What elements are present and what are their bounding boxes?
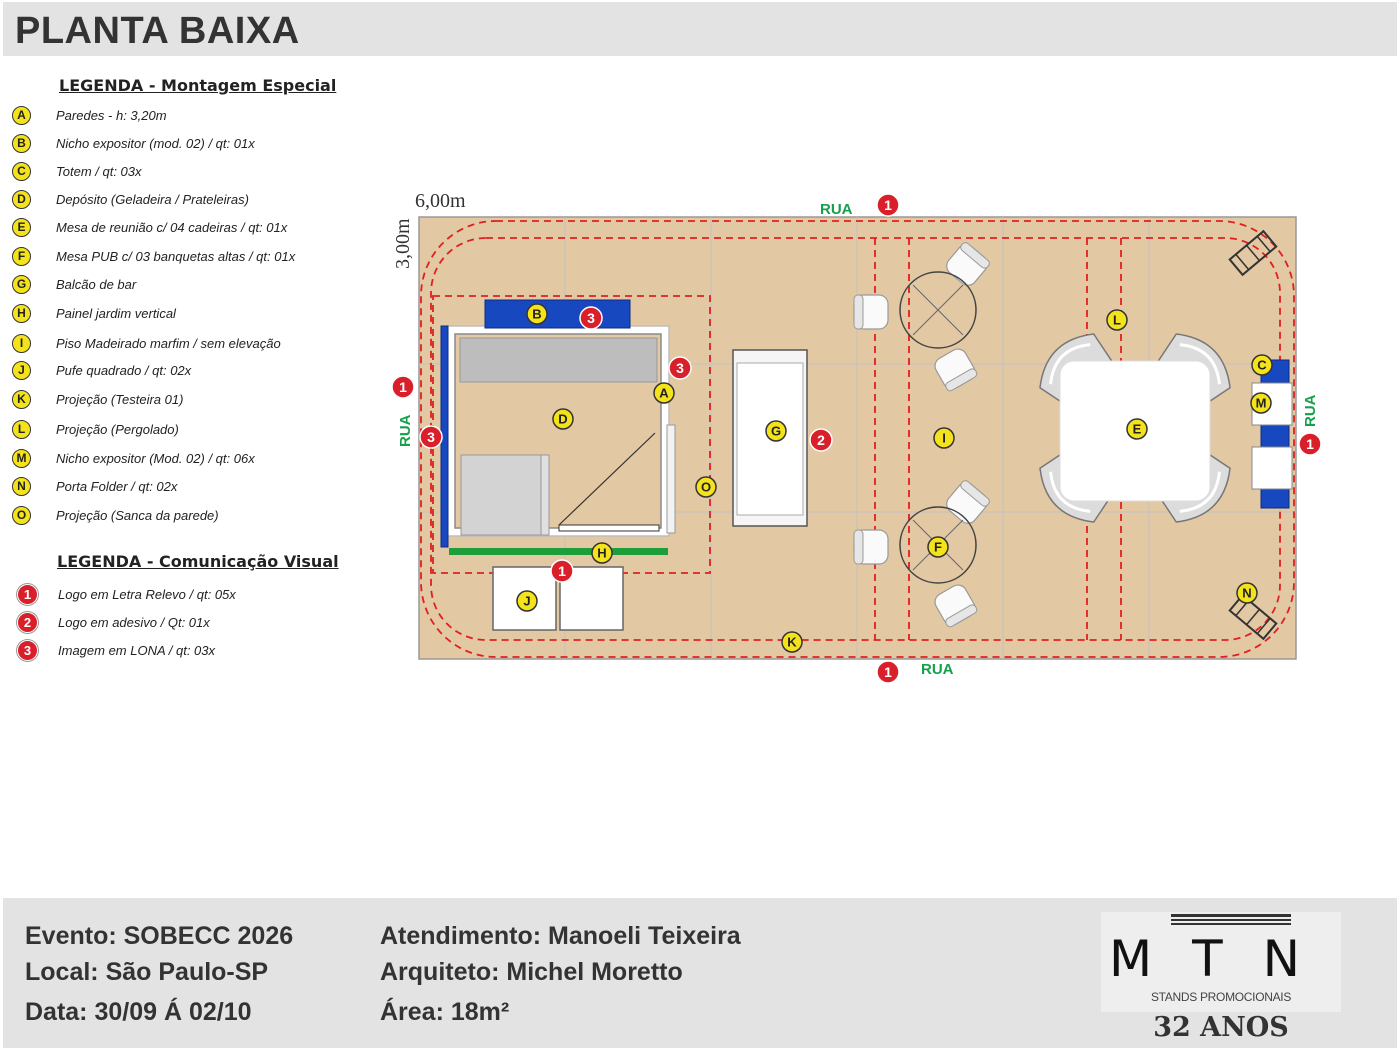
svg-text:1: 1 <box>884 664 892 680</box>
logo-brand: MTN <box>1109 930 1341 988</box>
legend-visual-item <box>17 611 210 633</box>
legend-item-text: Imagem em LONA / qt: 03x <box>58 642 216 658</box>
legend-marker-b: B <box>12 134 31 153</box>
legend-marker-l: L <box>12 420 31 439</box>
legend-item-text: Pufe quadrado / qt: 02x <box>56 362 192 378</box>
legend-item-text: Projeção (Testeira 01) <box>56 391 184 407</box>
plan-marker-visual-3 <box>420 426 442 448</box>
legend-marker-c: C <box>12 162 31 181</box>
legend-marker-1: 1 <box>17 584 38 605</box>
legend-item-text: Mesa PUB c/ 03 banquetas altas / qt: 01x <box>56 248 296 264</box>
plan-marker-visual-1 <box>877 194 899 216</box>
legend-marker-e: E <box>12 218 31 237</box>
svg-text:G: G <box>770 423 782 439</box>
legend-item-text: Totem / qt: 03x <box>56 163 142 179</box>
legend-special-item <box>12 188 249 210</box>
street-label-top: RUA <box>820 201 853 218</box>
legend-marker-n: N <box>12 477 31 496</box>
svg-text:1: 1 <box>399 379 407 395</box>
width-label: 6,00m <box>415 190 466 212</box>
legend-item-text: Logo em adesivo / Qt: 01x <box>58 614 210 630</box>
svg-text:K: K <box>787 634 797 650</box>
stand-area: Área: 18m² <box>380 998 510 1026</box>
plan-marker-c <box>1252 355 1272 375</box>
legend-item-text: Paredes - h: 3,20m <box>56 107 167 123</box>
legend-special-item <box>12 504 219 526</box>
legend-special-item <box>12 447 255 469</box>
plan-marker-e <box>1127 419 1147 439</box>
plan-marker-g <box>766 421 786 441</box>
legend-special-item <box>12 388 184 410</box>
logo-years: 32 ANOS <box>1153 1012 1289 1043</box>
legend-special-item <box>12 132 255 154</box>
plan-marker-m <box>1251 393 1271 413</box>
legend-item-text: Balcão de bar <box>56 276 137 292</box>
svg-text:O: O <box>700 479 712 495</box>
svg-text:1: 1 <box>1306 436 1314 452</box>
plan-marker-a <box>654 383 674 403</box>
svg-text:3: 3 <box>676 360 684 376</box>
legend-item-text: Nicho expositor (Mod. 02) / qt: 06x <box>56 450 255 466</box>
page-title: PLANTA BAIXA <box>15 10 300 52</box>
plan-marker-h <box>592 543 612 563</box>
legend-marker-g: G <box>12 275 31 294</box>
legend-special-item <box>12 418 179 440</box>
svg-text:F: F <box>934 539 942 555</box>
plan-marker-visual-2 <box>810 429 832 451</box>
svg-text:M: M <box>1255 395 1267 411</box>
plan-marker-visual-1 <box>392 376 414 398</box>
plan-marker-visual-3 <box>669 357 691 379</box>
svg-text:C: C <box>1257 357 1267 373</box>
svg-text:2: 2 <box>817 432 825 448</box>
garden-panel <box>449 548 668 555</box>
legend-special-item <box>12 475 178 497</box>
svg-text:I: I <box>942 430 946 446</box>
legend-item-text: Piso Madeirado marfim / sem elevação <box>56 335 281 351</box>
legend-special-item <box>12 273 137 295</box>
svg-text:L: L <box>1113 312 1121 328</box>
plan-marker-i <box>934 428 954 448</box>
legend-special-item <box>12 104 167 126</box>
plan-marker-f <box>928 537 948 557</box>
street-label-left: RUA <box>397 414 414 447</box>
street-label-bottom: RUA <box>921 661 954 678</box>
mtn-logo <box>1101 912 1341 1012</box>
plan-marker-o <box>696 477 716 497</box>
legend-special-item <box>12 160 142 182</box>
legend-special-heading: LEGENDA - Montagem Especial <box>59 76 337 95</box>
legend-item-text: Porta Folder / qt: 02x <box>56 478 178 494</box>
legend-marker-i: I <box>12 334 31 353</box>
legend-visual-item <box>17 583 236 605</box>
legend-special-item <box>12 302 176 324</box>
plan-marker-j <box>517 591 537 611</box>
svg-text:1: 1 <box>884 197 892 213</box>
plan-marker-b <box>527 304 547 324</box>
plan-marker-visual-1 <box>551 560 573 582</box>
svg-text:A: A <box>659 385 669 401</box>
svg-text:N: N <box>1242 585 1252 601</box>
title-bar <box>3 2 1397 56</box>
legend-marker-a: A <box>12 106 31 125</box>
event-location: Local: São Paulo-SP <box>25 958 269 986</box>
legend-marker-3: 3 <box>17 640 38 661</box>
legend-item-text: Mesa de reunião c/ 04 cadeiras / qt: 01x <box>56 219 288 235</box>
plan-marker-l <box>1107 310 1127 330</box>
svg-text:J: J <box>523 593 531 609</box>
svg-text:1: 1 <box>558 563 566 579</box>
legend-visual-item <box>17 639 216 661</box>
legend-marker-d: D <box>12 190 31 209</box>
legend-item-text: Projeção (Pergolado) <box>56 421 179 437</box>
legend-marker-m: M <box>12 449 31 468</box>
plan-marker-visual-1 <box>1299 433 1321 455</box>
plan-marker-k <box>782 632 802 652</box>
plan-marker-visual-1 <box>877 661 899 683</box>
legend-special-item <box>12 332 281 354</box>
floor-plan <box>385 185 1335 695</box>
service-contact: Atendimento: Manoeli Teixeira <box>380 922 741 950</box>
legend-marker-o: O <box>12 506 31 525</box>
event-name: Evento: SOBECC 2026 <box>25 922 294 950</box>
svg-text:3: 3 <box>427 429 435 445</box>
legend-special-item <box>12 359 192 381</box>
plan-marker-d <box>553 409 573 429</box>
architect: Arquiteto: Michel Moretto <box>380 958 683 986</box>
legend-visual-heading: LEGENDA - Comunicação Visual <box>57 552 339 571</box>
svg-text:D: D <box>558 411 568 427</box>
legend-marker-h: H <box>12 304 31 323</box>
legend-marker-2: 2 <box>17 612 38 633</box>
svg-text:B: B <box>532 306 542 322</box>
legend-item-text: Logo em Letra Relevo / qt: 05x <box>58 586 236 602</box>
storage-room <box>447 326 675 536</box>
legend-special-item <box>12 216 288 238</box>
legend-item-text: Nicho expositor (mod. 02) / qt: 01x <box>56 135 255 151</box>
svg-text:3: 3 <box>587 310 595 326</box>
plan-marker-visual-3 <box>580 307 602 329</box>
legend-item-text: Projeção (Sanca da parede) <box>56 507 219 523</box>
legend-marker-k: K <box>12 390 31 409</box>
footer-panel <box>3 898 1397 1048</box>
depth-label: 3,00m <box>392 218 414 269</box>
legend-marker-f: F <box>12 247 31 266</box>
logo-tagline: STANDS PROMOCIONAIS <box>1150 990 1292 1004</box>
legend-marker-j: J <box>12 361 31 380</box>
legend-item-text: Depósito (Geladeira / Prateleiras) <box>56 191 249 207</box>
plan-marker-n <box>1237 583 1257 603</box>
svg-text:H: H <box>597 545 607 561</box>
niche-expositor-b <box>485 300 630 328</box>
legend-special-item <box>12 245 296 267</box>
event-date: Data: 30/09 Á 02/10 <box>25 998 252 1026</box>
svg-text:E: E <box>1132 421 1142 437</box>
street-label-right: RUA <box>1302 394 1319 427</box>
legend-item-text: Painel jardim vertical <box>56 305 176 321</box>
